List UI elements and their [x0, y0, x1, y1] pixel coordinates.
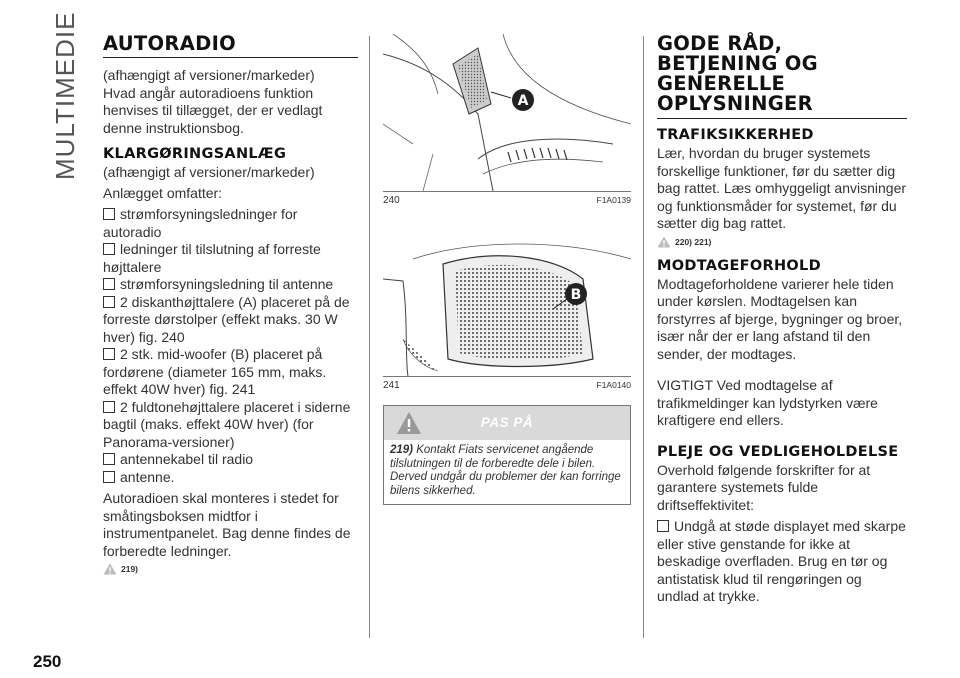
paragraph: Anlægget omfatter:	[103, 184, 223, 201]
woofer-illustration	[383, 219, 631, 376]
checkbox-icon	[103, 401, 115, 413]
warning-box	[383, 405, 631, 505]
checkbox-icon	[103, 208, 115, 220]
warning-triangle-icon	[103, 563, 117, 575]
callout-label: B	[570, 287, 582, 303]
paragraph: Autoradioen skal monteres i stedet for småtingsboksen midtfor i instrumentpanelet. Bag denne findes de forberedte ledninger.	[103, 490, 351, 559]
paragraph: Overhold følgende forskrifter for at garantere systemets fulde driftseffektivitet:	[657, 461, 871, 513]
column-divider	[643, 36, 644, 638]
figure-240-image	[383, 34, 631, 192]
list-item: 2 diskanthøjttalere (A) placeret på de forreste dørstolper (effekt maks. 30 W hver) fig. 240	[103, 293, 350, 345]
warning-title: PAS PÅ	[480, 415, 534, 430]
warning-reference: 219)	[103, 563, 358, 575]
figure-code: F1A0139	[596, 195, 631, 205]
warning-reference: 220) 221)	[657, 236, 907, 248]
figure-number: 241	[383, 380, 400, 391]
list-item: strømforsyningsledninger for autoradio	[103, 206, 298, 240]
paragraph: VIGTIGT Ved modtagelse af trafikmeldinger kan lydstyrken være kraftigere end ellers.	[657, 377, 878, 428]
list-item: 2 fuldtonehøjttalere placeret i siderne bagtil (maks. effekt 40W hver) (for Panorama-versioner)	[103, 398, 351, 450]
callout-label: A	[517, 93, 529, 109]
subheading-klargoringsanlaeg: KLARGØRINGSANLÆG	[103, 146, 287, 162]
checkbox-icon	[103, 243, 115, 255]
paragraph: (afhængigt af versioner/markeder)	[103, 67, 315, 83]
checkbox-icon	[657, 520, 669, 532]
figure-caption	[383, 195, 631, 206]
list-item: Undgå at støde displayet med skarpe eller stive genstande for ikke at beskadige overfladen. Brug en tør og antistatisk klud til rengøringen og undlad at trykke.	[657, 518, 906, 604]
column-gode-raad	[657, 34, 907, 606]
section-title-gode-raad: GODE RÅD, BETJENING OG GENERELLE OPLYSNINGER	[657, 34, 907, 119]
column-divider	[369, 36, 370, 638]
page-number: 250	[33, 652, 62, 671]
figure-code: F1A0140	[596, 380, 631, 390]
list-item: antenne.	[103, 469, 358, 487]
warning-number: 219)	[390, 444, 414, 456]
list-item: 2 stk. mid-woofer (B) placeret på fordørene (diameter 165 mm, maks. effekt 40W hver) fig. 241	[103, 346, 327, 397]
subheading-modtageforhold: MODTAGEFORHOLD	[657, 257, 821, 274]
tweeter-illustration	[383, 34, 631, 191]
column-autoradio	[103, 34, 358, 575]
checkbox-icon	[103, 296, 115, 308]
paragraph: Lær, hvordan du bruger systemets forskellige funktioner, før du sætter dig bag rattet. Læs omhyggeligt anvisninger og funktionsmåder for systemet, før du sætter dig bag rattet.	[657, 145, 907, 231]
checkbox-icon	[103, 453, 115, 465]
column-figures	[383, 34, 631, 505]
list-item: ledninger til tilslutning af forreste højttalere	[103, 241, 321, 275]
checkbox-icon	[103, 348, 115, 360]
section-title-autoradio: AUTORADIO	[103, 34, 358, 58]
warning-header	[384, 406, 630, 440]
list-item: antennekabel til radio	[103, 451, 358, 469]
paragraph: Hvad angår autoradioens funktion henvises til tillægget, der er vedlagt denne instruktionsbog.	[103, 84, 323, 136]
paragraph: (afhængigt af versioner/markeder)	[103, 164, 315, 180]
checkbox-icon	[103, 471, 115, 483]
list-item: strømforsyningsledning til antenne	[103, 276, 358, 294]
figure-caption	[383, 380, 631, 391]
section-side-label: MULTIMEDIE	[50, 11, 80, 180]
subheading-trafiksikkerhed: TRAFIKSIKKERHED	[657, 127, 814, 143]
figure-241-image	[383, 219, 631, 377]
paragraph: Modtageforholdene varierer hele tiden under kørslen. Modtagelsen kan forstyrres af bjerge, bygninger og broer, især når der er lang afstand til den sender, der modtages.	[657, 275, 903, 362]
checkbox-icon	[103, 278, 115, 290]
warning-triangle-icon	[657, 236, 671, 248]
warning-text: Kontakt Fiats servicenet angående tilslutningen til de forberedte dele i bilen. Derved undgår du problemer der kan forringe bilens sikkerhed.	[390, 444, 621, 497]
bullet-list	[103, 206, 358, 486]
figure-number: 240	[383, 195, 400, 206]
subheading-pleje: PLEJE OG VEDLIGEHOLDELSE	[657, 443, 899, 460]
warning-body	[384, 440, 630, 504]
